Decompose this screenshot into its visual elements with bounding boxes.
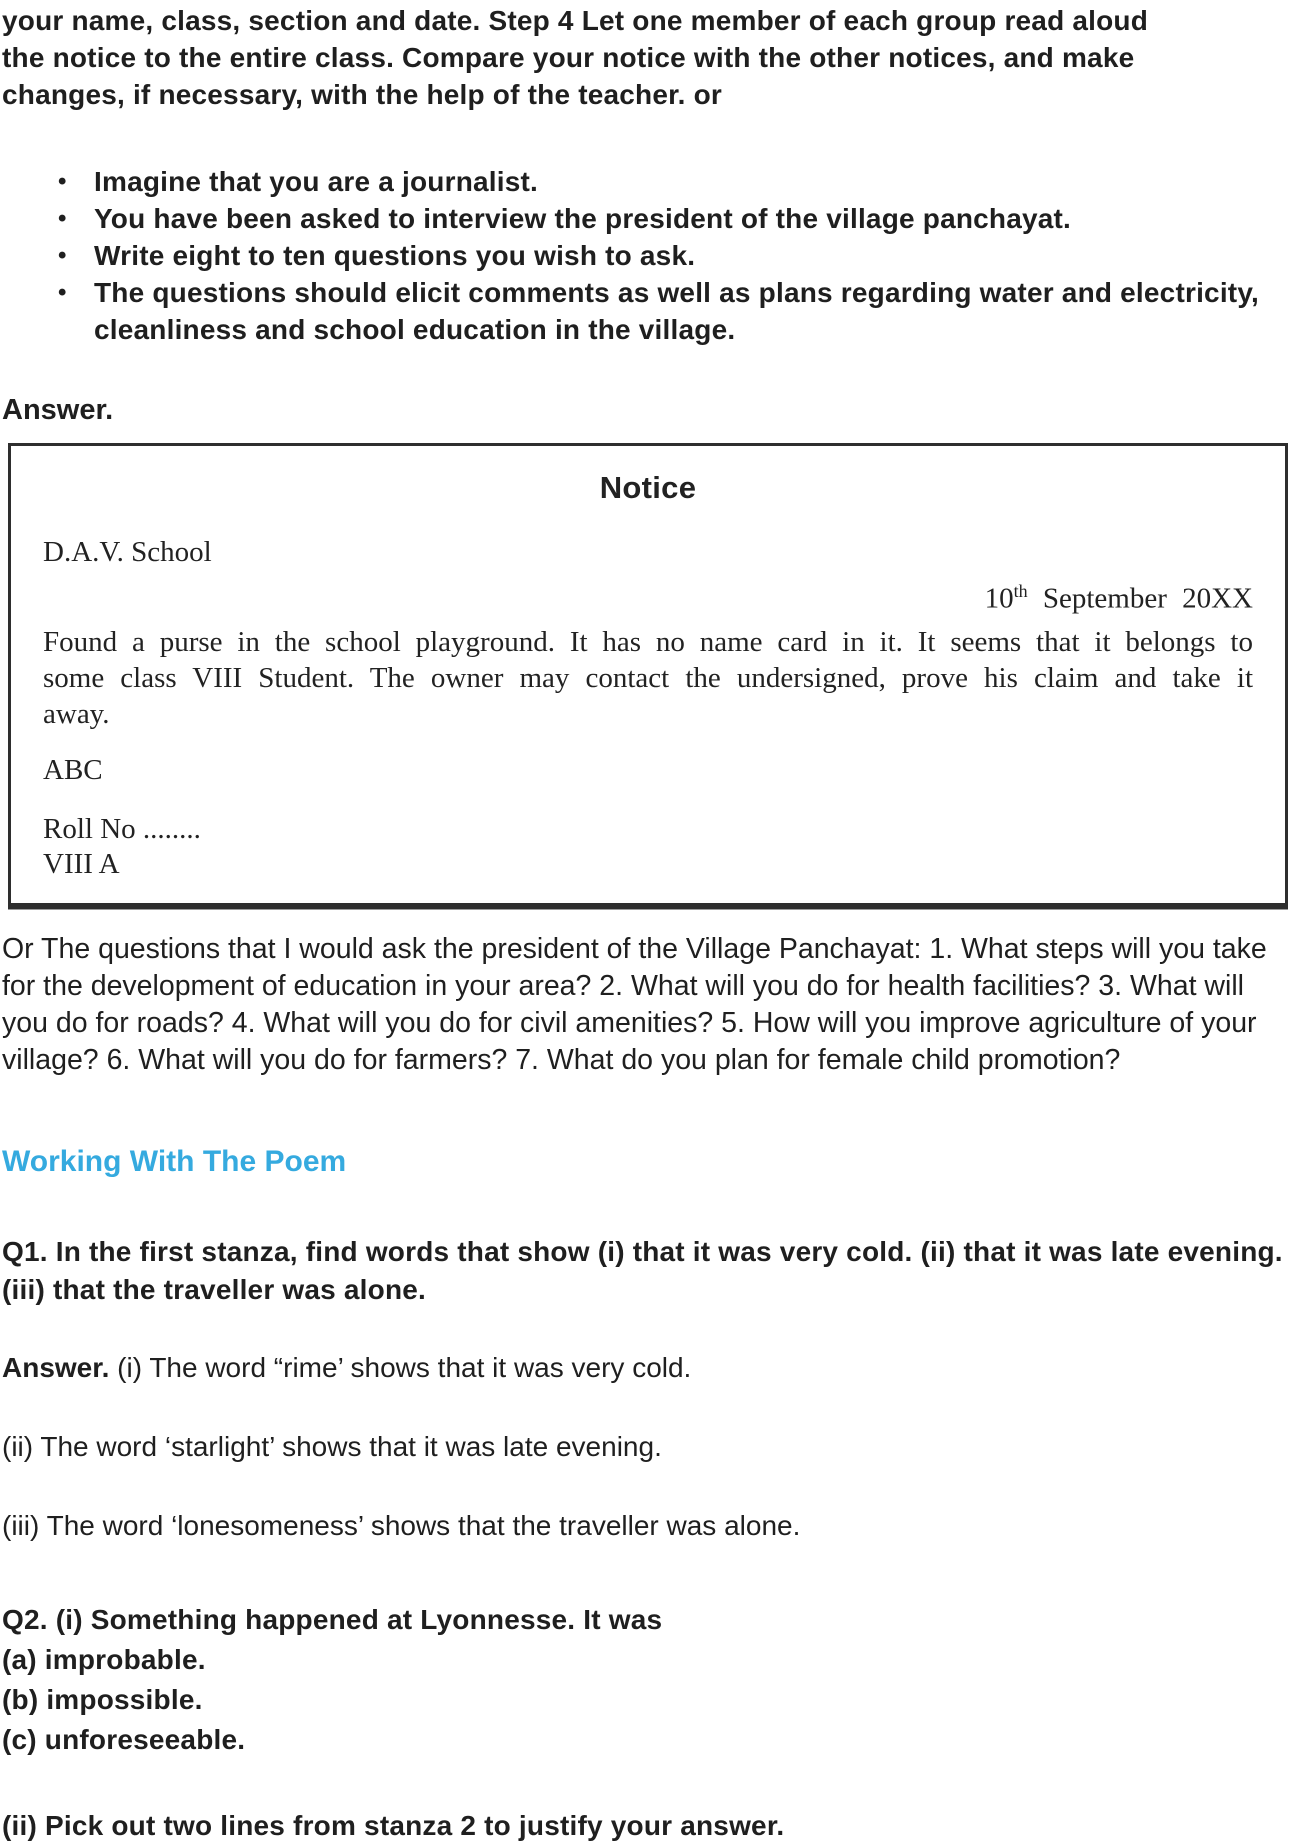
intro-paragraph: your name, class, section and date. Step 4 Let one member of each group read aloud the notice to the entire class. Compare your notice with the other notices, and make changes, if necessary, with the help of the teacher. or xyxy=(2,5,1149,110)
q2-intro: Q2. (i) Something happened at Lyonnesse. It was xyxy=(2,1603,663,1635)
bullet-item: • The questions should elicit comments as well as plans regarding water and electricity, cleanliness and school education in the village. xyxy=(94,274,1274,348)
notice-date-month-year: September 20XX xyxy=(1027,582,1253,615)
or-answer-paragraph: Or The questions that I would ask the president of the Village Panchayat: 1. What steps will you take for the development of education in your area? 2. What will you do for health facilities? 3. What will you do for roads? 4. What will you do for civil amenities? 5. How will you improve agriculture of your village? 6. What will you do for farmers? 7. What do you plan for female child promotion? xyxy=(2,932,1267,1076)
notice-school: D.A.V. School xyxy=(43,536,212,568)
notice-date-number: 10 xyxy=(984,582,1014,615)
q1-answer-i xyxy=(2,1349,1290,1386)
section-heading: Working With The Poem xyxy=(2,1144,347,1178)
question-2 xyxy=(2,1600,1290,1760)
bullet-item: • Imagine that you are a journalist. xyxy=(94,163,1274,200)
notice-class-section: VIII A xyxy=(43,847,120,880)
notice-date xyxy=(43,581,1253,616)
q2-option-c: (c) unforeseeable. xyxy=(2,1723,246,1755)
question-1: Q1. In the first stanza, find words that show (i) that it was very cold. (ii) that it was late evening. (iii) that the traveller was alone. xyxy=(2,1235,1283,1305)
q1-answer-label: Answer. xyxy=(2,1351,110,1383)
notice-date-ordinal: th xyxy=(1013,581,1028,601)
answer-label: Answer. xyxy=(2,394,114,426)
notice-body: Found a purse in the school playground. It has no name card in it. It seems that it belongs to some class VIII Student. The owner may contact the undersigned, prove his claim and take it away. xyxy=(43,625,1253,730)
q2-option-b: (b) impossible. xyxy=(2,1683,203,1715)
q2-option-a: (a) improbable. xyxy=(2,1643,206,1675)
notice-box xyxy=(8,443,1288,909)
bullet-item: • You have been asked to interview the president of the village panchayat. xyxy=(94,200,1274,237)
notice-roll-number: Roll No ........ xyxy=(43,812,201,845)
q2-part-ii: (ii) Pick out two lines from stanza 2 to justify your answer. xyxy=(2,1809,785,1841)
notice-title: Notice xyxy=(599,470,697,505)
q1-answer-i-text: (i) The word “rime’ shows that it was very cold. xyxy=(109,1351,692,1383)
notice-signature: ABC xyxy=(43,753,103,786)
q1-answer-iii: (iii) The word ‘lonesomeness’ shows that the traveller was alone. xyxy=(2,1509,801,1541)
instruction-bullet-list xyxy=(2,163,1274,348)
bullet-item: • Write eight to ten questions you wish to ask. xyxy=(94,237,1274,274)
q1-answer-ii: (ii) The word ‘starlight’ shows that it was late evening. xyxy=(2,1430,662,1462)
